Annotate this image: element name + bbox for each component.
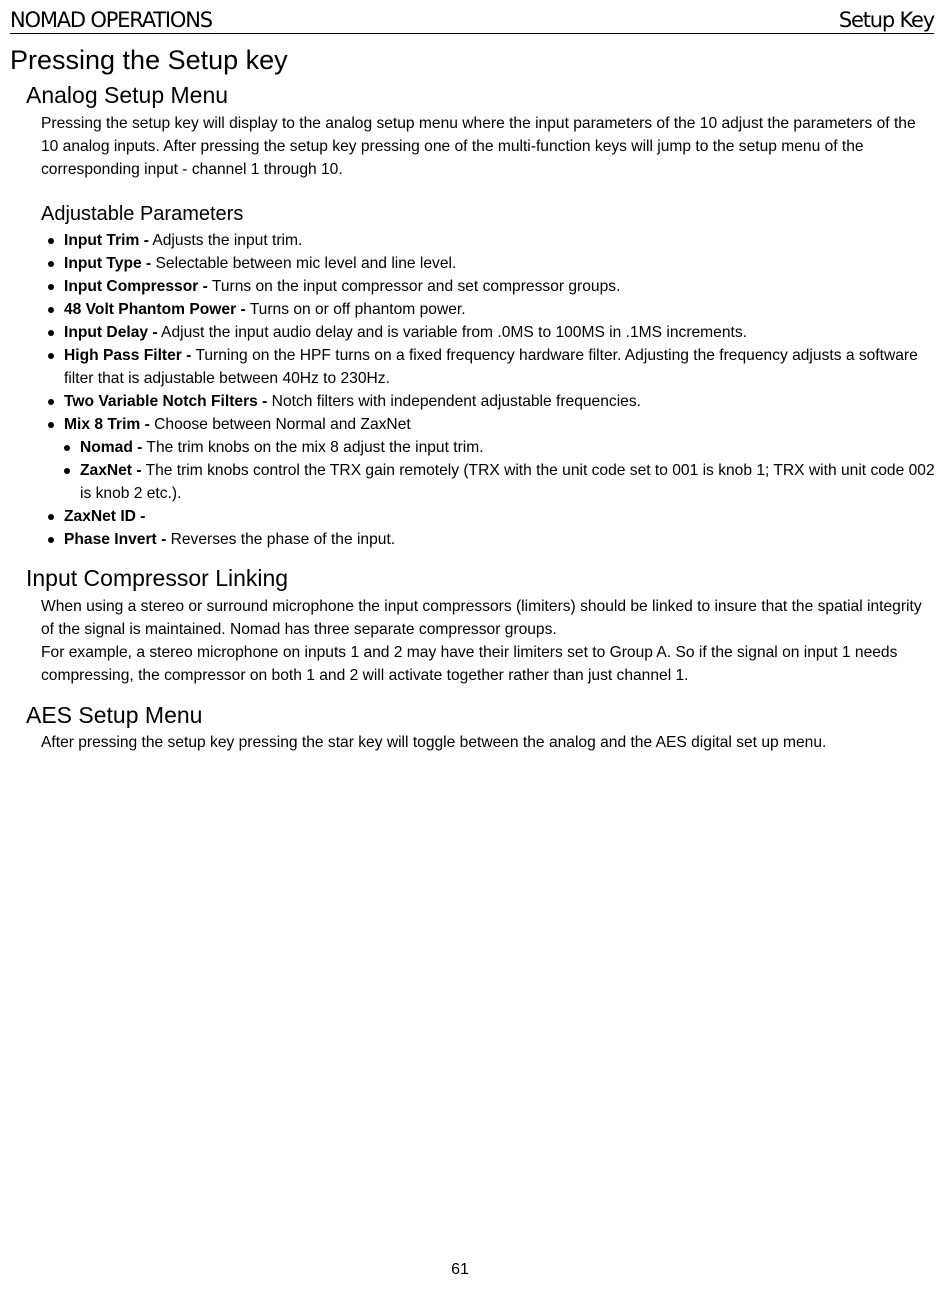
param-desc: Selectable between mic level and line level.	[151, 255, 457, 272]
list-item	[41, 252, 936, 275]
list-item	[64, 459, 936, 505]
list-item	[41, 321, 936, 344]
param-desc: Notch filters with independent adjustable frequencies.	[267, 393, 641, 410]
linking-paragraph-1: When using a stereo or surround microphone the input compressors (limiters) should be linked to insure that the spatial integrity of the signal is maintained. Nomad has three separate compressor groups.	[41, 598, 922, 638]
page-header	[10, 8, 934, 34]
aes-setup-text	[41, 731, 936, 754]
param-term: Input Type -	[64, 255, 152, 272]
header-manual-title: NOMAD OPERATIONS	[10, 8, 212, 32]
bullet-icon	[48, 284, 54, 290]
param-term: Phase Invert -	[64, 531, 167, 548]
bullet-icon	[48, 307, 54, 313]
param-desc: Turns on or off phantom power.	[245, 301, 466, 318]
bullet-icon	[64, 468, 70, 474]
compressor-linking-heading: Input Compressor Linking	[26, 565, 289, 591]
param-desc: Choose between Normal and ZaxNet	[149, 416, 411, 433]
param-desc: Reverses the phase of the input.	[166, 531, 396, 548]
list-item	[41, 528, 936, 551]
param-term: Input Trim -	[64, 232, 149, 249]
adjustable-parameters-heading: Adjustable Parameters	[41, 203, 244, 225]
param-term: ZaxNet -	[80, 462, 142, 479]
bullet-icon	[64, 445, 70, 451]
param-term: ZaxNet ID -	[64, 508, 146, 525]
analog-setup-paragraph: Pressing the setup key will display to the analog setup menu where the input parameters of the 10 adjust the parameters of the 10 analog inputs. After pressing the setup key pressing one of the multi-function keys will jump to the setup menu of the corresponding input - channel 1 through 10.	[41, 115, 916, 178]
bullet-icon	[48, 537, 54, 543]
param-term: Mix 8 Trim -	[64, 416, 150, 433]
list-item	[41, 344, 936, 390]
param-desc: Turns on the input compressor and set compressor groups.	[207, 278, 621, 295]
compressor-linking-text	[41, 595, 936, 687]
param-term: Input Compressor -	[64, 278, 208, 295]
list-item	[41, 390, 936, 413]
param-desc: The trim knobs on the mix 8 adjust the input trim.	[142, 439, 484, 456]
list-item	[41, 298, 936, 321]
analog-setup-text	[41, 112, 936, 181]
param-desc: Adjust the input audio delay and is variable from .0MS to 100MS in .1MS increments.	[157, 324, 747, 341]
page-title: Pressing the Setup key	[10, 45, 288, 75]
page-number: 61	[451, 1261, 469, 1278]
list-item	[41, 275, 936, 298]
param-term: High Pass Filter -	[64, 347, 192, 364]
param-term: 48 Volt Phantom Power -	[64, 301, 246, 318]
list-item	[41, 505, 936, 528]
analog-setup-heading: Analog Setup Menu	[26, 82, 229, 108]
aes-setup-heading: AES Setup Menu	[26, 702, 203, 728]
bullet-icon	[48, 514, 54, 520]
header-section-title: Setup Key	[838, 8, 934, 32]
bullet-icon	[48, 238, 54, 244]
bullet-icon	[48, 353, 54, 359]
list-item	[64, 436, 936, 459]
list-item	[41, 229, 936, 252]
bullet-icon	[48, 399, 54, 405]
bullet-icon	[48, 261, 54, 267]
param-term: Two Variable Notch Filters -	[64, 393, 268, 410]
bullet-icon	[48, 422, 54, 428]
aes-paragraph: After pressing the setup key pressing the star key will toggle between the analog and the AES digital set up menu.	[41, 734, 827, 751]
param-term: Nomad -	[80, 439, 143, 456]
bullet-icon	[48, 330, 54, 336]
param-desc: The trim knobs control the TRX gain remotely (TRX with the unit code set to 001 is knob 1; TRX with unit code 002 is knob 2 etc.).	[80, 462, 935, 502]
param-desc: Turning on the HPF turns on a fixed frequency hardware filter. Adjusting the frequency adjusts a software filter that is adjustable between 40Hz to 230Hz.	[64, 347, 918, 387]
linking-paragraph-2: For example, a stereo microphone on inputs 1 and 2 may have their limiters set to Group A. So if the signal on input 1 needs compressing, the compressor on both 1 and 2 will activate together rather than just channel 1.	[41, 644, 898, 684]
param-desc: Adjusts the input trim.	[148, 232, 303, 249]
list-item	[41, 413, 936, 505]
param-term: Input Delay -	[64, 324, 158, 341]
mix8-trim-sublist	[64, 436, 936, 505]
parameters-list	[41, 229, 936, 551]
